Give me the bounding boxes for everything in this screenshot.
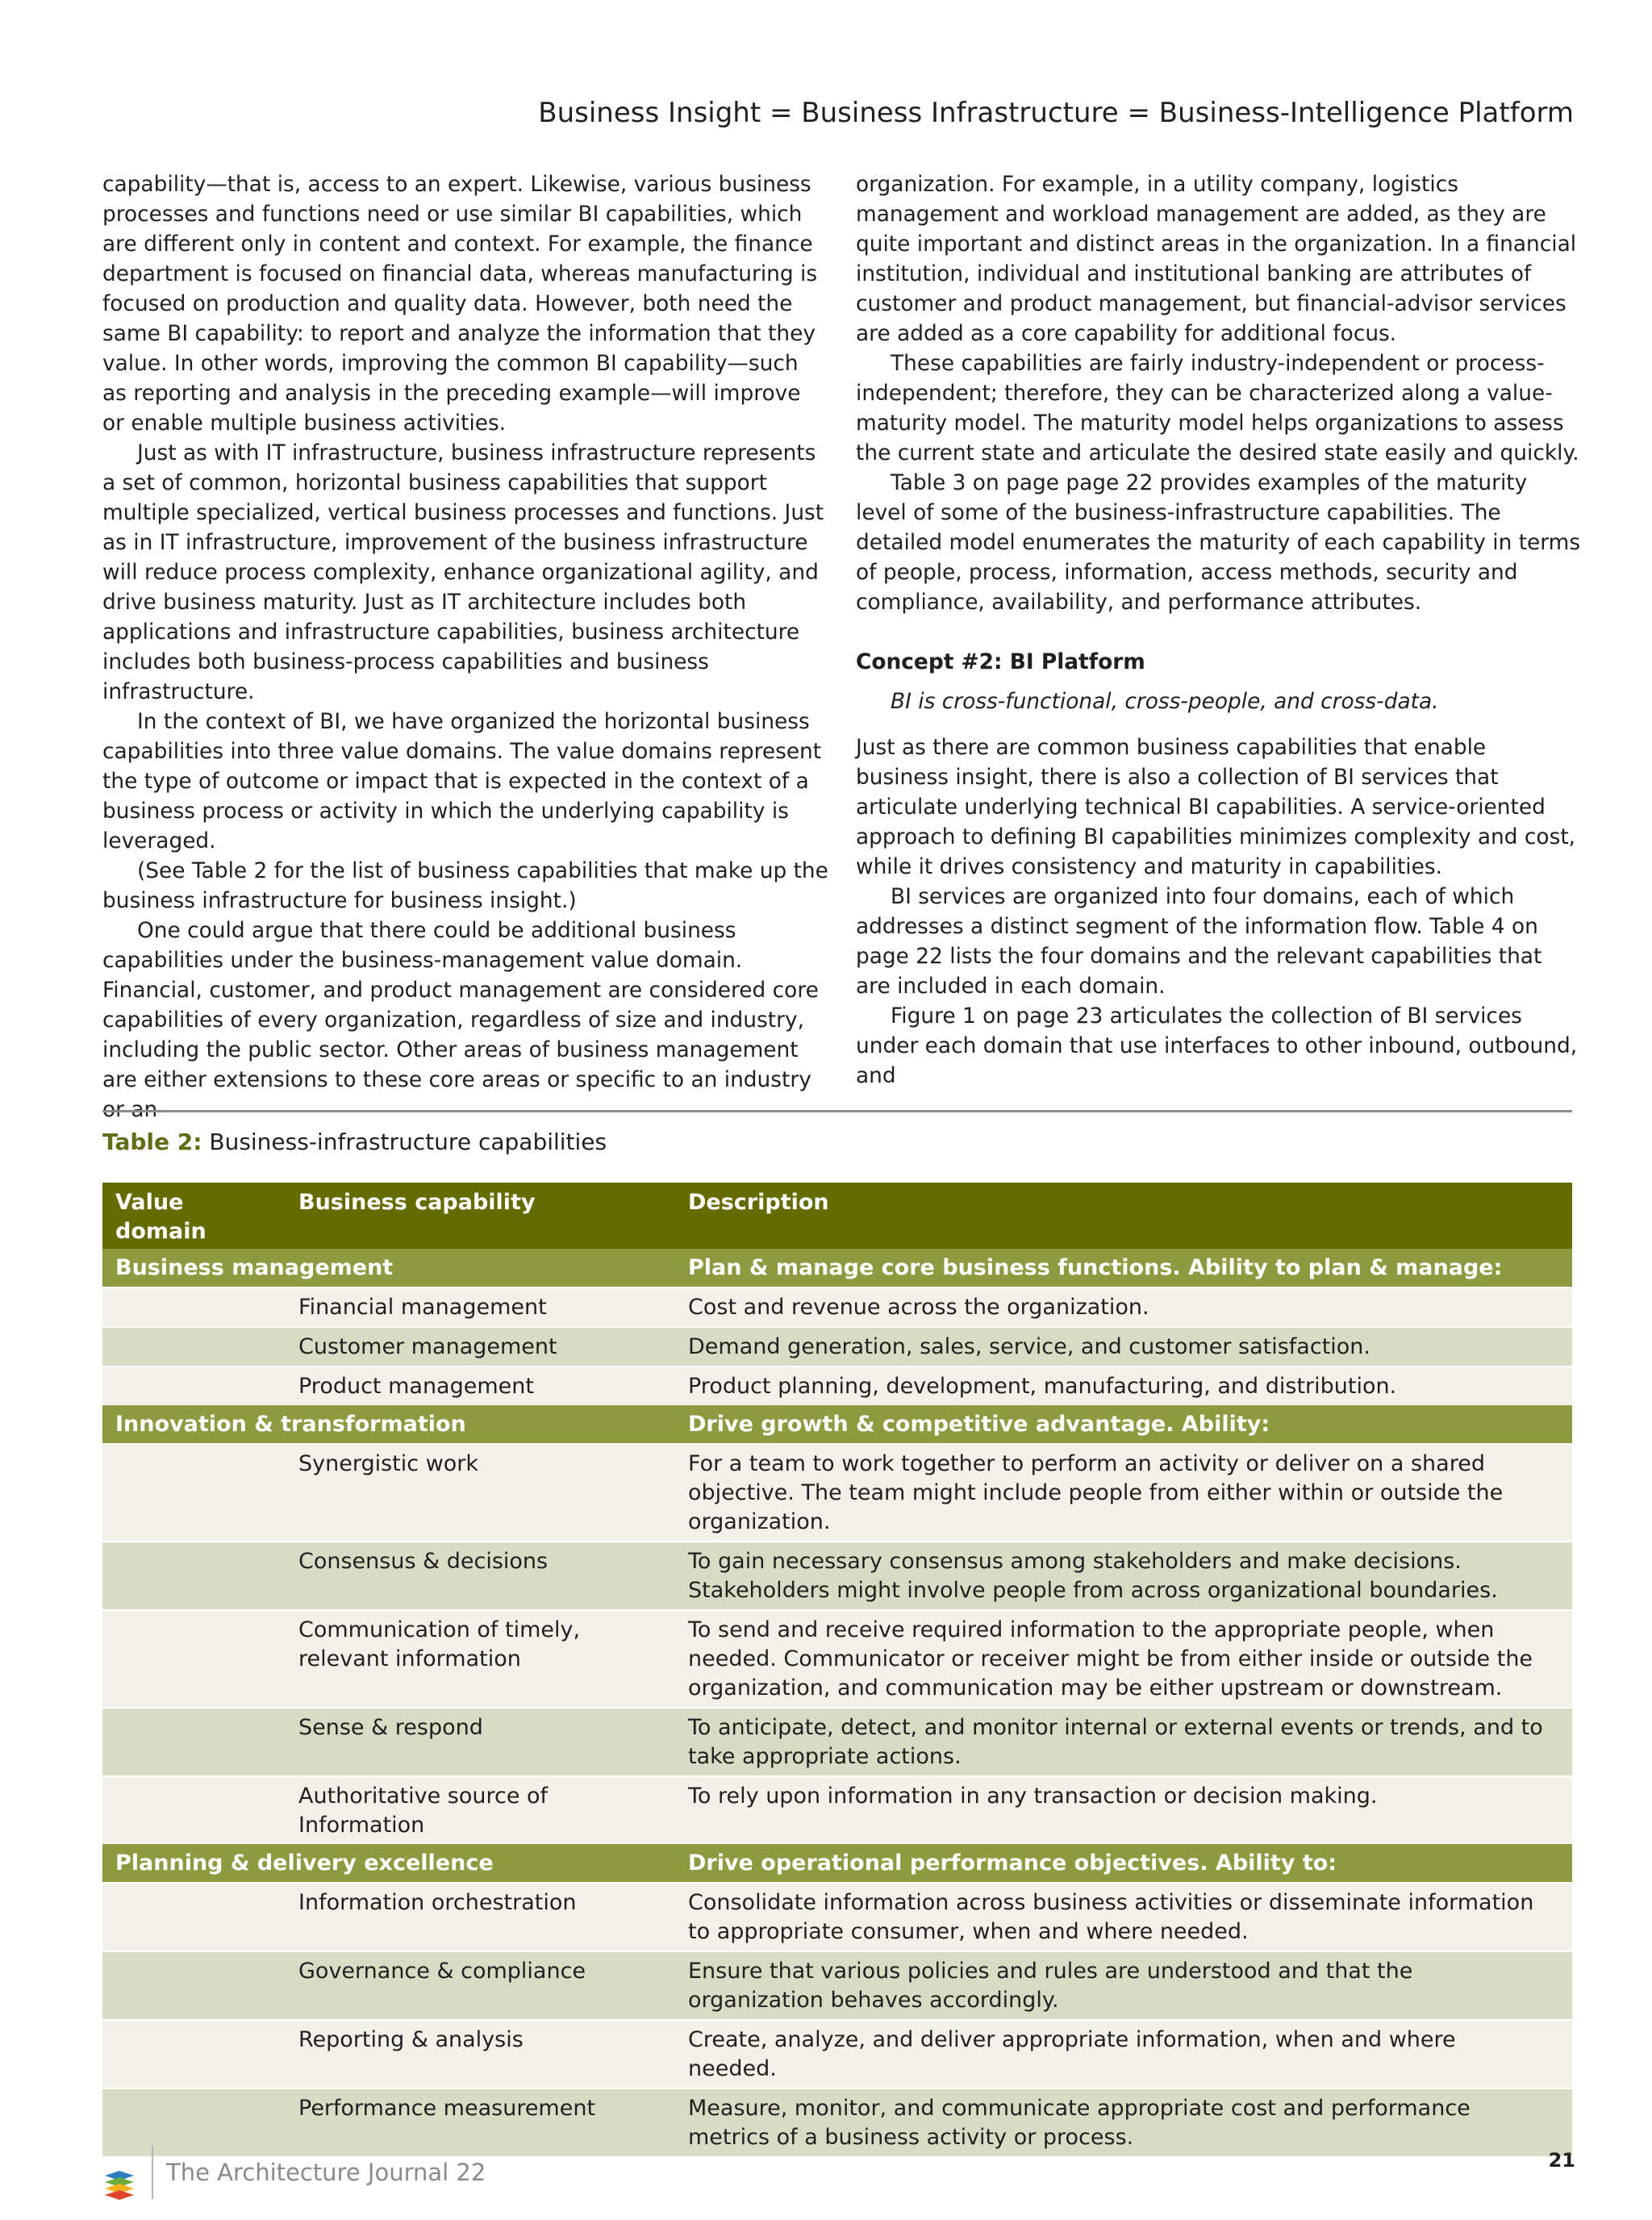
- capability-name: Reporting & analysis: [286, 2020, 675, 2089]
- table-row: [102, 1951, 1572, 2020]
- running-head: Business Insight = Business Infrastructure = Business-Intelligence Platform: [538, 97, 1574, 129]
- table-row: [102, 1610, 1572, 1708]
- table-divider-rule: [102, 1110, 1572, 1112]
- header-value-domain: Value domain: [102, 1183, 286, 1249]
- capability-description: Consolidate information across business activities or disseminate information to appropriate consumer, when and where needed.: [675, 1883, 1572, 1951]
- section-heading: Concept #2: BI Platform: [856, 649, 1145, 674]
- right-paragraph-6: Figure 1 on page 23 articulates the collection of BI services under each domain that use interfaces to other inbound, outbound, and: [856, 1004, 1578, 1088]
- page-number: 21: [1548, 2149, 1575, 2172]
- capability-name: Financial management: [286, 1287, 675, 1327]
- table-row: [102, 1444, 1572, 1542]
- table-row: [102, 1367, 1572, 1405]
- header-description: Description: [675, 1183, 1572, 1249]
- capability-description: For a team to work together to perform an activity or deliver on a shared objective. The team might include people from either within or outside the organization.: [675, 1444, 1572, 1542]
- domain-summary: Drive operational performance objectives. Ability to:: [675, 1844, 1572, 1883]
- capability-name: Customer management: [286, 1327, 675, 1367]
- capability-description: Cost and revenue across the organization.: [675, 1287, 1572, 1327]
- table-header-row: [102, 1183, 1572, 1249]
- domain-row-business-management: [102, 1249, 1572, 1287]
- capability-description: Measure, monitor, and communicate appropriate cost and performance metrics of a business activity or process.: [675, 2089, 1572, 2156]
- capabilities-table: [102, 1183, 1572, 2156]
- table-row: [102, 1776, 1572, 1844]
- footer-separator: [152, 2146, 153, 2199]
- capability-name: Authoritative source of Information: [286, 1776, 675, 1844]
- left-paragraph-4: (See Table 2 for the list of business capabilities that make up the business infrastructure for business insight.): [102, 858, 828, 913]
- table-caption-text: Business-infrastructure capabilities: [209, 1129, 607, 1155]
- capability-name: Governance & compliance: [286, 1951, 675, 2020]
- table-row: [102, 1327, 1572, 1367]
- header-business-capability: Business capability: [286, 1183, 675, 1249]
- capability-description: Ensure that various policies and rules are understood and that the organization behaves accordingly.: [675, 1951, 1572, 2020]
- left-paragraph-5: One could argue that there could be additional business capabilities under the business-management value domain. Financial, customer, and product management are considered core capabilities of every organization, regardless of size and industry, including the public sector. Other areas of business management are either extensions to these core areas or specific to an industry or an: [102, 918, 819, 1122]
- domain-summary: Plan & manage core business functions. Ability to plan & manage:: [675, 1249, 1572, 1287]
- footer-journal-title: The Architecture Journal 22: [166, 2159, 486, 2186]
- left-column: [102, 169, 828, 1125]
- right-column: [856, 169, 1582, 1091]
- capability-description: To gain necessary consensus among stakeholders and make decisions. Stakeholders might involve people from across organizational boundaries.: [675, 1542, 1572, 1610]
- left-paragraph-1: capability—that is, access to an expert. Likewise, various business processes and functions need or use similar BI capabilities, which are different only in content and context. For example, the finance department is focused on financial data, whereas manufacturing is focused on production and quality data. However, both need the same BI capability: to report and analyze the information that they value. In other words, improving the common BI capability—such as reporting and analysis in the preceding example—will improve or enable multiple business activities.: [102, 172, 818, 436]
- capability-description: Demand generation, sales, service, and customer satisfaction.: [675, 1327, 1572, 1367]
- right-paragraph-1: organization. For example, in a utility company, logistics management and workload management are added, as they are quite important and distinct areas in the organization. In a financial institution, individual and institutional banking are attributes of customer and product management, but financial-advisor services are added as a core capability for additional focus.: [856, 172, 1577, 346]
- capability-description: To anticipate, detect, and monitor internal or external events or trends, and to take appropriate actions.: [675, 1708, 1572, 1776]
- domain-row-innovation-transformation: [102, 1405, 1572, 1444]
- capability-description: To rely upon information in any transaction or decision making.: [675, 1776, 1572, 1844]
- table-row: [102, 2020, 1572, 2089]
- capability-description: Product planning, development, manufacturing, and distribution.: [675, 1367, 1572, 1405]
- domain-name: Innovation & transformation: [102, 1405, 675, 1444]
- right-paragraph-5: BI services are organized into four domains, each of which addresses a distinct segment of the information flow. Table 4 on page 22 lists the four domains and the relevant capabilities that are included in each domain.: [856, 884, 1542, 999]
- domain-name: Business management: [102, 1249, 675, 1287]
- left-paragraph-2: Just as with IT infrastructure, business infrastructure represents a set of common, horizontal business capabilities that support multiple specialized, vertical business processes and functions. Just as in IT infrastructure, improvement of the business infrastructure will reduce process complexity, enhance organizational agility, and drive business maturity. Just as IT architecture includes both applications and infrastructure capabilities, business architecture includes both business-process capabilities and business infrastructure.: [102, 440, 824, 704]
- capability-name: Information orchestration: [286, 1883, 675, 1951]
- capability-name: Synergistic work: [286, 1444, 675, 1542]
- section-epigraph: BI is cross-functional, cross-people, and cross-data.: [891, 689, 1439, 714]
- table-row: [102, 1542, 1572, 1610]
- domain-summary: Drive growth & competitive advantage. Ability:: [675, 1405, 1572, 1444]
- table-row: [102, 2089, 1572, 2156]
- table-caption: [102, 1128, 607, 1157]
- capability-name: Sense & respond: [286, 1708, 675, 1776]
- left-paragraph-3: In the context of BI, we have organized the horizontal business capabilities into three value domains. The value domains represent the type of outcome or impact that is expected in the context of a business process or activity in which the underlying capability is leveraged.: [102, 709, 822, 853]
- right-paragraph-4: Just as there are common business capabilities that enable business insight, there is also a collection of BI services that articulate underlying technical BI capabilities. A service-oriented approach to defining BI capabilities minimizes complexity and cost, while it drives consistency and maturity in capabilities.: [856, 735, 1576, 879]
- right-paragraph-2: These capabilities are fairly industry-independent or process-independent; therefore, they can be characterized along a value-maturity model. The maturity model helps organizations to assess the current state and articulate the desired state easily and quickly.: [856, 351, 1579, 465]
- table-row: [102, 1708, 1572, 1776]
- capability-name: Product management: [286, 1367, 675, 1405]
- capability-name: Performance measurement: [286, 2089, 675, 2156]
- capability-description: Create, analyze, and deliver appropriate information, when and where needed.: [675, 2020, 1572, 2089]
- table-caption-number: Table 2:: [102, 1129, 202, 1155]
- right-paragraph-3: Table 3 on page page 22 provides examples of the maturity level of some of the business-infrastructure capabilities. The detailed model enumerates the maturity of each capability in terms of people, process, information, access methods, security and compliance, availability, and performance attributes.: [856, 470, 1581, 615]
- capability-name: Consensus & decisions: [286, 1542, 675, 1610]
- stacked-layers-icon: [102, 2168, 136, 2202]
- capability-description: To send and receive required information to the appropriate people, when needed. Communicator or receiver might be from either inside or outside the organization, and communication may be either upstream or downstream.: [675, 1610, 1572, 1708]
- table-row: [102, 1883, 1572, 1951]
- capability-name: Communication of timely, relevant information: [286, 1610, 675, 1708]
- table-row: [102, 1287, 1572, 1327]
- domain-row-planning-delivery: [102, 1844, 1572, 1883]
- domain-name: Planning & delivery excellence: [102, 1844, 675, 1883]
